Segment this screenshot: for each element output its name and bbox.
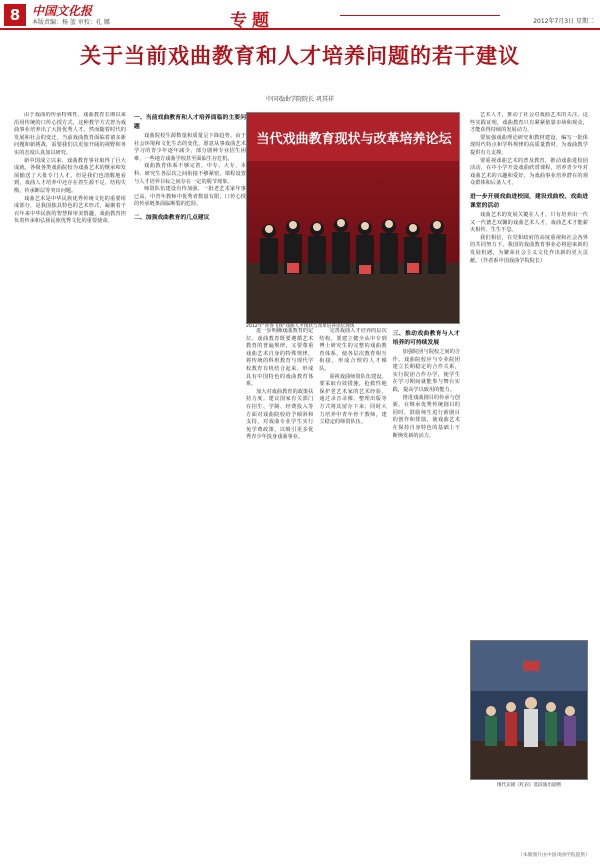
editor-line: 本版责编：杨 蓝 审校：孔 娜 [32,19,110,26]
article-headline: 关于当前戏曲教育和人才培养问题的若干建议 [80,44,520,68]
forum-photo-caption: 2012年“青春飞扬”戏曲人才现状与改革培养论坛现场 [246,324,355,329]
body-paragraph: 戏曲艺术的发展关键在人才。只有培养出一代又一代德艺双馨的戏曲艺术人才，戏曲艺术才能薪火相传、生生不息。 [470,211,588,234]
section-subhead: 二、加强戏曲教育的几点建议 [134,214,210,221]
issue-date: 2012年7月3日 星期二 [533,18,594,25]
body-paragraph: 师资队伍建设有待加强，一批老艺术家年事已高，中青年教师中优秀者数量有限，口传心授的传承链条面临断裂的危险。 [134,186,246,208]
body-paragraph: 新中国成立以来，戏曲教育事业取得了巨大成就，各级各类戏曲院校为戏曲艺术的继承和发展输送了大批专门人才。但是我们也清醒地看到，戏曲人才培养中还存在着生源不足、结构失衡、传承断层等突出问题。 [14,157,126,194]
masthead [0,0,600,30]
body-paragraph: 推进戏曲剧目的传承与创新。在继承优秀传统剧目的同时，鼓励师生进行新剧目的创作和排演，使戏曲艺术在保持自身特色的基础上不断焕发新的活力。 [392,394,460,439]
article-byline: 中国戏曲学院院长 巩其祥 [266,96,334,103]
performance-photo [470,640,588,780]
middle-text-columns [246,328,460,857]
body-paragraph: 艺术人才，推动了社会对戏曲艺术的关注。这些实践证明，戏曲教育只有紧紧依靠市场和观众，才能获得持续的发展动力。 [470,112,588,134]
body-paragraph: 由于戏曲的传承特殊性，戏曲教育长期以来沿用传统的口传心授方式，这种教学方式曾为戏曲事业培养出了大批优秀人才。然而随着时代的发展和社会的变迁，当前戏曲教育面临着诸多新问题和新挑战，需要我们以更加开阔的视野和务实的态度认真加以研究。 [14,112,126,156]
body-paragraph: 完善戏曲人才培养的层次结构。要建立健全从中专到博士研究生的完整的戏曲教育体系，使各层次教育相互衔接，形成合理的人才梯队。 [319,328,387,372]
body-paragraph: 戏曲艺术是中华民族优秀传统文化的重要组成部分，是我国独具特色的艺术形式，凝聚着千百年来中华民族的智慧和审美情趣。戏曲教育担负着传承和弘扬民族优秀文化的重要使命。 [14,195,126,225]
forum-photo-image [247,113,460,324]
body-paragraph: 要加强戏曲理论研究和教材建设，编写一批体现时代特点和学科规律的高质量教材，为戏曲教学提供有力支撑。 [470,134,588,156]
body-paragraph: 重视戏曲师资队伍建设。要采取有效措施，抢救性地保护老艺术家的艺术经验，通过录音录像、整理出版等方式将其留存下来；同时大力培养中青年骨干教师，建立稳定的师资队伍。 [319,373,387,426]
left-text-columns [14,112,246,857]
page-number-badge: 8 [4,4,26,26]
section-title: 专题 [230,11,274,31]
body-paragraph: 要重视戏曲艺术的普及教育，推动戏曲进校园活动，在中小学开设戏曲欣赏课程，培养青少年对戏曲艺术的兴趣和爱好，为戏曲事业培养潜在的观众群体和后备人才。 [470,157,588,187]
body-paragraph: 加强院团与院校之间的合作。戏曲院校应与专业院团建立长期稳定的合作关系，实行院团合作办学，使学生在学习期间就能参与舞台实践，提高学以致用的能力。 [392,349,460,393]
newspaper-name: 中国文化报 [32,4,93,18]
section-subhead: 进一步开展戏曲进校园，建设戏曲校、戏曲进课堂的活动 [470,193,588,209]
photo-credit-note: （本版图片由中国戏曲学院提供） [518,853,590,858]
body-paragraph: 戏曲教育体系不够完善，中专、大专、本科、研究生各层次之间衔接不够紧密，课程设置与人才培养目标之间存在一定的脱节现象。 [134,163,246,185]
forum-photo [246,112,460,324]
performance-photo-image [471,641,588,780]
body-paragraph: 我们相信，在党和政府的高度重视和社会各界的共同努力下，我国的戏曲教育事业必将迎来新的发展机遇，为繁荣社会主义文化作出新的更大贡献。（作者系中国戏曲学院院长） [470,234,588,264]
performance-photo-caption: 现代京剧《红岩》选段演出剧照 [496,783,562,788]
section-subhead: 三、推动戏曲教育与人才培养的可持续发展 [392,331,460,346]
section-subhead: 一、当前戏曲教育和人才培养面临的主要问题 [134,115,246,130]
body-paragraph: 加大对戏曲教育的政策扶持力度。建议国家有关部门在招生、学制、经费投入等方面对戏曲院校给予倾斜和支持，对戏曲专业学生实行免学费政策，以吸引更多优秀青少年投身戏曲事业。 [246,388,314,441]
section-rule [340,15,500,16]
body-paragraph: 戏曲院校生源数量和质量呈下降趋势。由于社会环境和文化生态的变化，愿意从事戏曲艺术学习的青少年逐年减少，部分剧种专业招生困难，一些地方戏曲学校甚至面临生存危机。 [134,133,246,162]
body-paragraph: 进一步明确戏曲教育的定位。戏曲教育既要遵循艺术教育的普遍规律，又要尊重戏曲艺术自身的特殊规律，将传统的科班教育与现代学校教育有机结合起来，形成具有中国特色的戏曲教育体系。 [246,328,314,388]
forum-banner-text: 当代戏曲教育现状与改革培养论坛 [256,132,452,147]
